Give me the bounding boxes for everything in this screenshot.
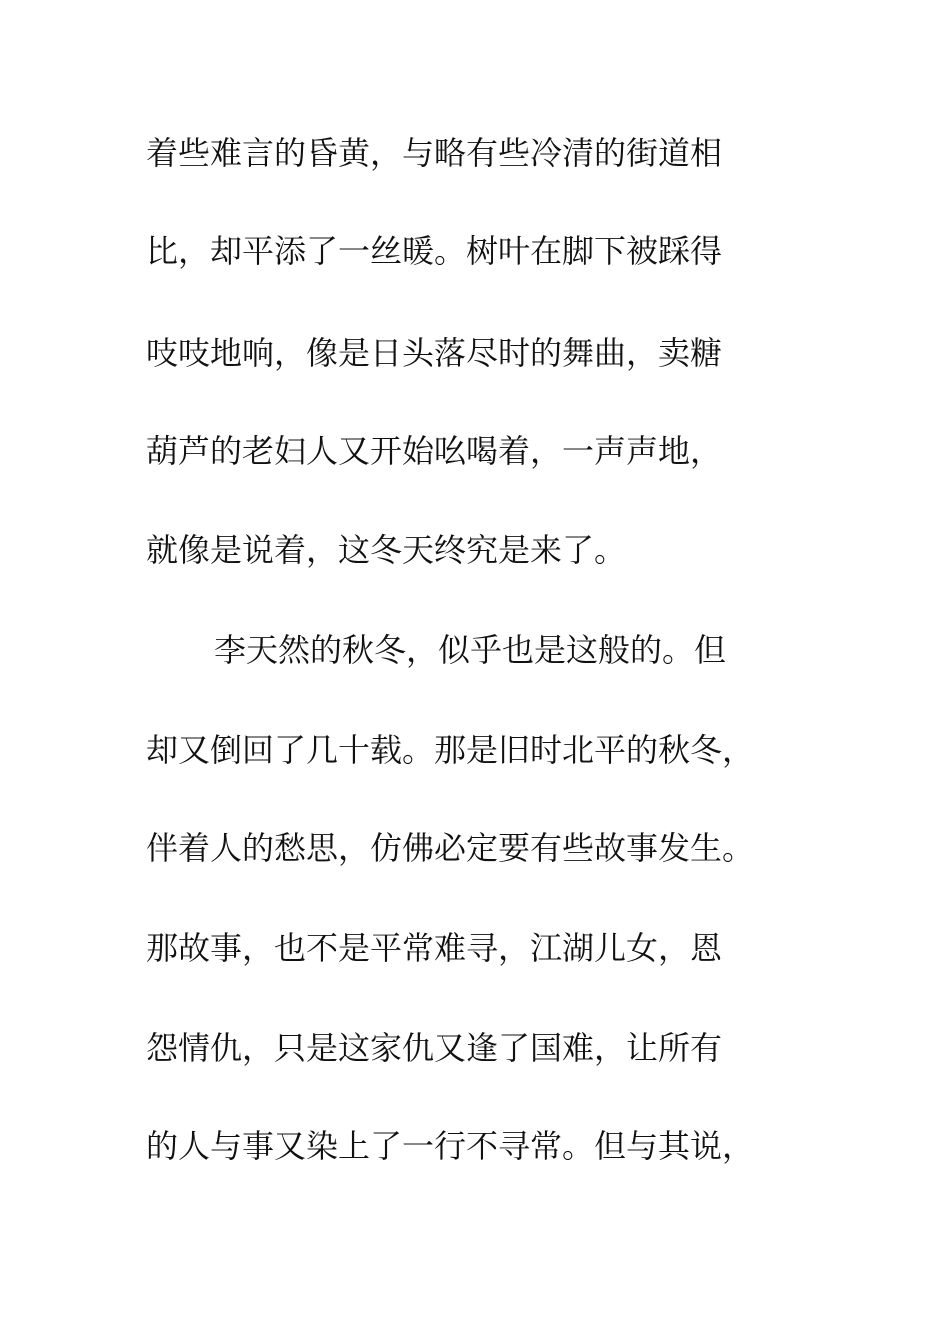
text-line: 比，却平添了一丝暖。树叶在脚下被踩得 xyxy=(146,232,723,270)
text-line: 伴着人的愁思，仿佛必定要有些故事发生。 xyxy=(146,829,755,867)
text-line: 那故事，也不是平常难寻，江湖儿女，恩 xyxy=(146,929,723,967)
paragraph-start-line: 李天然的秋冬，似乎也是这般的。但 xyxy=(214,631,727,669)
text-line: 却又倒回了几十载。那是旧时北平的秋冬， xyxy=(146,731,755,769)
text-line: 着些难言的昏黄，与略有些冷清的街道相 xyxy=(146,134,723,172)
text-line: 吱吱地响，像是日头落尽时的舞曲，卖糖 xyxy=(146,334,723,372)
text-line: 的人与事又染上了一行不寻常。但与其说， xyxy=(146,1127,755,1165)
text-line: 怨情仇，只是这家仇又逢了国难，让所有 xyxy=(146,1029,723,1067)
text-line: 葫芦的老妇人又开始吆喝着，一声声地， xyxy=(146,432,723,470)
text-line: 就像是说着，这冬天终究是来了。 xyxy=(146,531,627,569)
